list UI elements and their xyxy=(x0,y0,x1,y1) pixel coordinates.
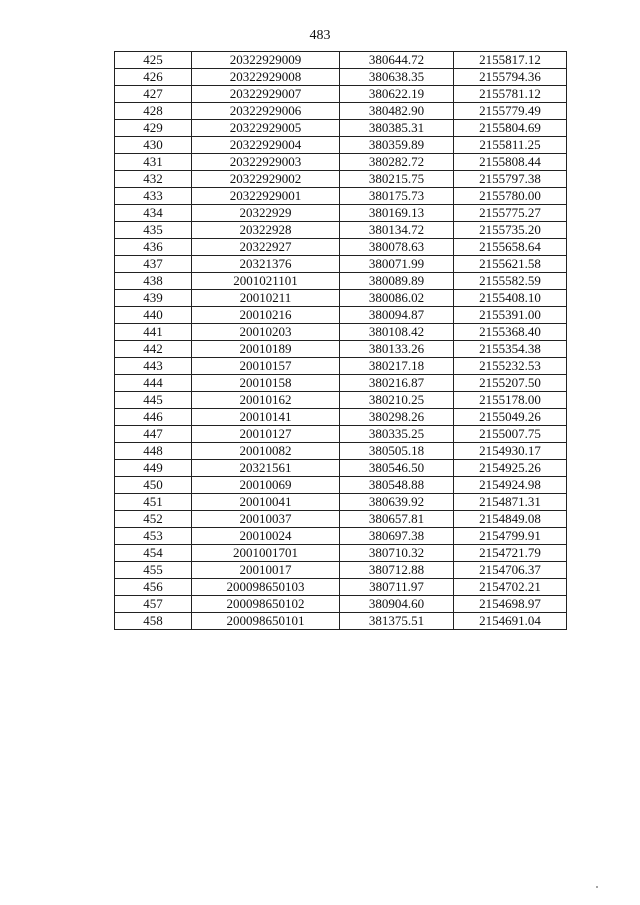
y-coordinate-cell: 2155582.59 xyxy=(454,273,567,290)
row-number-cell: 436 xyxy=(115,239,192,256)
row-number-cell: 429 xyxy=(115,120,192,137)
table-row xyxy=(115,222,567,239)
table-row xyxy=(115,579,567,596)
x-coordinate-cell: 380639.92 xyxy=(340,494,454,511)
y-coordinate-cell: 2154871.31 xyxy=(454,494,567,511)
y-coordinate-cell: 2155178.00 xyxy=(454,392,567,409)
x-coordinate-cell: 380657.81 xyxy=(340,511,454,528)
y-coordinate-cell: 2155779.49 xyxy=(454,103,567,120)
table-row xyxy=(115,528,567,545)
row-number-cell: 454 xyxy=(115,545,192,562)
row-number-cell: 458 xyxy=(115,613,192,630)
y-coordinate-cell: 2155735.20 xyxy=(454,222,567,239)
y-coordinate-cell: 2154702.21 xyxy=(454,579,567,596)
y-coordinate-cell: 2154925.26 xyxy=(454,460,567,477)
coordinates-table-body xyxy=(115,52,567,630)
y-coordinate-cell: 2154706.37 xyxy=(454,562,567,579)
point-id-cell: 20322929 xyxy=(192,205,340,222)
point-id-cell: 20322929009 xyxy=(192,52,340,69)
table-row xyxy=(115,137,567,154)
row-number-cell: 447 xyxy=(115,426,192,443)
point-id-cell: 20010158 xyxy=(192,375,340,392)
point-id-cell: 2001001701 xyxy=(192,545,340,562)
x-coordinate-cell: 380644.72 xyxy=(340,52,454,69)
x-coordinate-cell: 380546.50 xyxy=(340,460,454,477)
row-number-cell: 434 xyxy=(115,205,192,222)
y-coordinate-cell: 2154849.08 xyxy=(454,511,567,528)
row-number-cell: 438 xyxy=(115,273,192,290)
x-coordinate-cell: 380298.26 xyxy=(340,409,454,426)
x-coordinate-cell: 380359.89 xyxy=(340,137,454,154)
row-number-cell: 440 xyxy=(115,307,192,324)
table-row xyxy=(115,477,567,494)
y-coordinate-cell: 2155794.36 xyxy=(454,69,567,86)
y-coordinate-cell: 2155354.38 xyxy=(454,341,567,358)
x-coordinate-cell: 380638.35 xyxy=(340,69,454,86)
table-row xyxy=(115,324,567,341)
row-number-cell: 430 xyxy=(115,137,192,154)
point-id-cell: 20321561 xyxy=(192,460,340,477)
x-coordinate-cell: 380094.87 xyxy=(340,307,454,324)
point-id-cell: 20010082 xyxy=(192,443,340,460)
y-coordinate-cell: 2154924.98 xyxy=(454,477,567,494)
y-coordinate-cell: 2154698.97 xyxy=(454,596,567,613)
point-id-cell: 20010189 xyxy=(192,341,340,358)
x-coordinate-cell: 380712.88 xyxy=(340,562,454,579)
y-coordinate-cell: 2155207.50 xyxy=(454,375,567,392)
table-row xyxy=(115,273,567,290)
y-coordinate-cell: 2155781.12 xyxy=(454,86,567,103)
point-id-cell: 20322929002 xyxy=(192,171,340,188)
table-row xyxy=(115,205,567,222)
row-number-cell: 456 xyxy=(115,579,192,596)
row-number-cell: 426 xyxy=(115,69,192,86)
row-number-cell: 451 xyxy=(115,494,192,511)
row-number-cell: 453 xyxy=(115,528,192,545)
table-row xyxy=(115,86,567,103)
point-id-cell: 20010157 xyxy=(192,358,340,375)
row-number-cell: 439 xyxy=(115,290,192,307)
y-coordinate-cell: 2155232.53 xyxy=(454,358,567,375)
table-row xyxy=(115,52,567,69)
point-id-cell: 20322929008 xyxy=(192,69,340,86)
scan-speck xyxy=(596,886,598,888)
y-coordinate-cell: 2155804.69 xyxy=(454,120,567,137)
point-id-cell: 20322929004 xyxy=(192,137,340,154)
row-number-cell: 427 xyxy=(115,86,192,103)
table-row xyxy=(115,596,567,613)
point-id-cell: 20010162 xyxy=(192,392,340,409)
point-id-cell: 20010024 xyxy=(192,528,340,545)
x-coordinate-cell: 380697.38 xyxy=(340,528,454,545)
point-id-cell: 20010017 xyxy=(192,562,340,579)
table-row xyxy=(115,443,567,460)
row-number-cell: 432 xyxy=(115,171,192,188)
x-coordinate-cell: 380282.72 xyxy=(340,154,454,171)
row-number-cell: 435 xyxy=(115,222,192,239)
point-id-cell: 20322929003 xyxy=(192,154,340,171)
x-coordinate-cell: 380622.19 xyxy=(340,86,454,103)
x-coordinate-cell: 380089.89 xyxy=(340,273,454,290)
y-coordinate-cell: 2155391.00 xyxy=(454,307,567,324)
table-row xyxy=(115,154,567,171)
table-row xyxy=(115,545,567,562)
table-row xyxy=(115,409,567,426)
x-coordinate-cell: 380134.72 xyxy=(340,222,454,239)
point-id-cell: 20010216 xyxy=(192,307,340,324)
point-id-cell: 20322928 xyxy=(192,222,340,239)
point-id-cell: 20322929005 xyxy=(192,120,340,137)
row-number-cell: 443 xyxy=(115,358,192,375)
x-coordinate-cell: 380133.26 xyxy=(340,341,454,358)
table-row xyxy=(115,358,567,375)
point-id-cell: 20322929001 xyxy=(192,188,340,205)
point-id-cell: 20322927 xyxy=(192,239,340,256)
y-coordinate-cell: 2154691.04 xyxy=(454,613,567,630)
table-row xyxy=(115,460,567,477)
y-coordinate-cell: 2155408.10 xyxy=(454,290,567,307)
x-coordinate-cell: 380482.90 xyxy=(340,103,454,120)
page-number: 483 xyxy=(309,28,331,43)
x-coordinate-cell: 380210.25 xyxy=(340,392,454,409)
row-number-cell: 450 xyxy=(115,477,192,494)
x-coordinate-cell: 380108.42 xyxy=(340,324,454,341)
y-coordinate-cell: 2155775.27 xyxy=(454,205,567,222)
row-number-cell: 445 xyxy=(115,392,192,409)
point-id-cell: 20321376 xyxy=(192,256,340,273)
table-row xyxy=(115,239,567,256)
x-coordinate-cell: 380710.32 xyxy=(340,545,454,562)
y-coordinate-cell: 2155049.26 xyxy=(454,409,567,426)
row-number-cell: 455 xyxy=(115,562,192,579)
table-row xyxy=(115,69,567,86)
point-id-cell: 20010141 xyxy=(192,409,340,426)
x-coordinate-cell: 380169.13 xyxy=(340,205,454,222)
point-id-cell: 200098650101 xyxy=(192,613,340,630)
row-number-cell: 449 xyxy=(115,460,192,477)
y-coordinate-cell: 2155658.64 xyxy=(454,239,567,256)
x-coordinate-cell: 380078.63 xyxy=(340,239,454,256)
y-coordinate-cell: 2154721.79 xyxy=(454,545,567,562)
row-number-cell: 428 xyxy=(115,103,192,120)
y-coordinate-cell: 2155780.00 xyxy=(454,188,567,205)
row-number-cell: 425 xyxy=(115,52,192,69)
point-id-cell: 20010127 xyxy=(192,426,340,443)
table-row xyxy=(115,392,567,409)
point-id-cell: 20010037 xyxy=(192,511,340,528)
y-coordinate-cell: 2155811.25 xyxy=(454,137,567,154)
y-coordinate-cell: 2155007.75 xyxy=(454,426,567,443)
row-number-cell: 457 xyxy=(115,596,192,613)
x-coordinate-cell: 380505.18 xyxy=(340,443,454,460)
x-coordinate-cell: 380217.18 xyxy=(340,358,454,375)
x-coordinate-cell: 380175.73 xyxy=(340,188,454,205)
table-row xyxy=(115,562,567,579)
row-number-cell: 444 xyxy=(115,375,192,392)
y-coordinate-cell: 2155797.38 xyxy=(454,171,567,188)
point-id-cell: 200098650102 xyxy=(192,596,340,613)
table-row xyxy=(115,120,567,137)
row-number-cell: 431 xyxy=(115,154,192,171)
point-id-cell: 20010069 xyxy=(192,477,340,494)
row-number-cell: 446 xyxy=(115,409,192,426)
point-id-cell: 20322929006 xyxy=(192,103,340,120)
x-coordinate-cell: 380711.97 xyxy=(340,579,454,596)
point-id-cell: 20010203 xyxy=(192,324,340,341)
y-coordinate-cell: 2155808.44 xyxy=(454,154,567,171)
row-number-cell: 452 xyxy=(115,511,192,528)
table-row xyxy=(115,256,567,273)
table-row xyxy=(115,171,567,188)
table-row xyxy=(115,426,567,443)
x-coordinate-cell: 380216.87 xyxy=(340,375,454,392)
point-id-cell: 200098650103 xyxy=(192,579,340,596)
point-id-cell: 20010211 xyxy=(192,290,340,307)
y-coordinate-cell: 2154930.17 xyxy=(454,443,567,460)
table-row xyxy=(115,511,567,528)
y-coordinate-cell: 2155621.58 xyxy=(454,256,567,273)
x-coordinate-cell: 381375.51 xyxy=(340,613,454,630)
table-row xyxy=(115,494,567,511)
x-coordinate-cell: 380086.02 xyxy=(340,290,454,307)
table-row xyxy=(115,307,567,324)
row-number-cell: 448 xyxy=(115,443,192,460)
y-coordinate-cell: 2154799.91 xyxy=(454,528,567,545)
point-id-cell: 20322929007 xyxy=(192,86,340,103)
x-coordinate-cell: 380215.75 xyxy=(340,171,454,188)
row-number-cell: 437 xyxy=(115,256,192,273)
x-coordinate-cell: 380071.99 xyxy=(340,256,454,273)
y-coordinate-cell: 2155817.12 xyxy=(454,52,567,69)
table-row xyxy=(115,613,567,630)
row-number-cell: 433 xyxy=(115,188,192,205)
y-coordinate-cell: 2155368.40 xyxy=(454,324,567,341)
point-id-cell: 2001021101 xyxy=(192,273,340,290)
x-coordinate-cell: 380548.88 xyxy=(340,477,454,494)
table-row xyxy=(115,341,567,358)
coordinates-table xyxy=(114,51,567,630)
table-row xyxy=(115,375,567,392)
row-number-cell: 441 xyxy=(115,324,192,341)
table-row xyxy=(115,290,567,307)
table-row xyxy=(115,188,567,205)
x-coordinate-cell: 380904.60 xyxy=(340,596,454,613)
table-row xyxy=(115,103,567,120)
point-id-cell: 20010041 xyxy=(192,494,340,511)
x-coordinate-cell: 380335.25 xyxy=(340,426,454,443)
x-coordinate-cell: 380385.31 xyxy=(340,120,454,137)
row-number-cell: 442 xyxy=(115,341,192,358)
